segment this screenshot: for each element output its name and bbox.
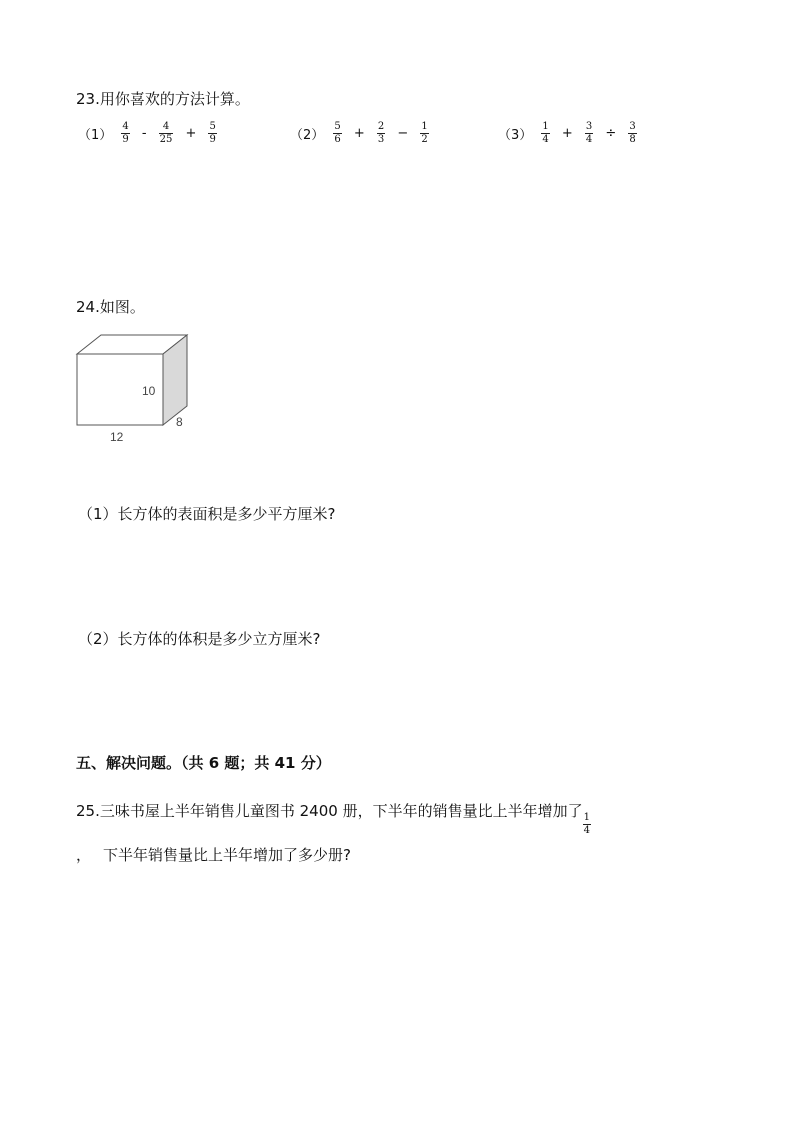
operator: + [185, 126, 197, 141]
depth-label: 8 [176, 415, 183, 429]
expression-label: （1） [78, 128, 113, 143]
fraction: $\frac{1}{2}$ [421, 121, 428, 145]
fraction: $\frac{3}{8}$ [629, 121, 636, 145]
fraction: $\frac{5}{9}$ [209, 121, 216, 145]
q25-question: 下半年销售量比上半年增加了多少册? [103, 846, 351, 864]
fraction: $\frac{4}{9}$ [122, 121, 129, 145]
q25-line-2 [76, 844, 351, 865]
expression-label: （2） [290, 128, 325, 143]
q25-line-1 [76, 800, 593, 837]
operator: + [561, 126, 573, 141]
q24-subquestion-2: （2）长方体的体积是多少立方厘米? [78, 630, 321, 648]
q23-expression-2 [290, 121, 431, 146]
expression-label: （3） [498, 128, 533, 143]
operator: ÷ [605, 126, 617, 141]
fraction: $\frac{5}{6}$ [334, 121, 341, 145]
fraction: $\frac{3}{4}$ [585, 121, 593, 145]
q25-text: 25.三味书屋上半年销售儿童图书 2400 册，下半年的销售量比上半年增加了 [76, 802, 583, 820]
q23-expression-1 [78, 121, 219, 146]
length-label: 12 [110, 430, 124, 444]
q24-title: 24.如图。 [76, 298, 145, 316]
operator: + [353, 126, 365, 141]
operator: − [397, 126, 409, 141]
q23-title: 23.用你喜欢的方法计算。 [76, 90, 250, 108]
q23-expression-3 [498, 121, 639, 146]
q24-subquestion-1: （1）长方体的表面积是多少平方厘米? [78, 505, 336, 523]
section-heading: 五、解决问题。（共 6 题；共 41 分） [76, 754, 331, 772]
fraction: $\frac{1}{4}$ [542, 121, 549, 145]
cuboid-figure [70, 330, 200, 448]
q25-comma: ， [76, 846, 92, 864]
fraction: $\frac{2}{3}$ [377, 121, 385, 145]
fraction: $\frac{4}{25}$ [159, 121, 173, 145]
height-label: 10 [142, 384, 156, 398]
operator: - [141, 126, 147, 141]
fraction-one-quarter: $\frac{1}{4}$ [583, 812, 590, 836]
